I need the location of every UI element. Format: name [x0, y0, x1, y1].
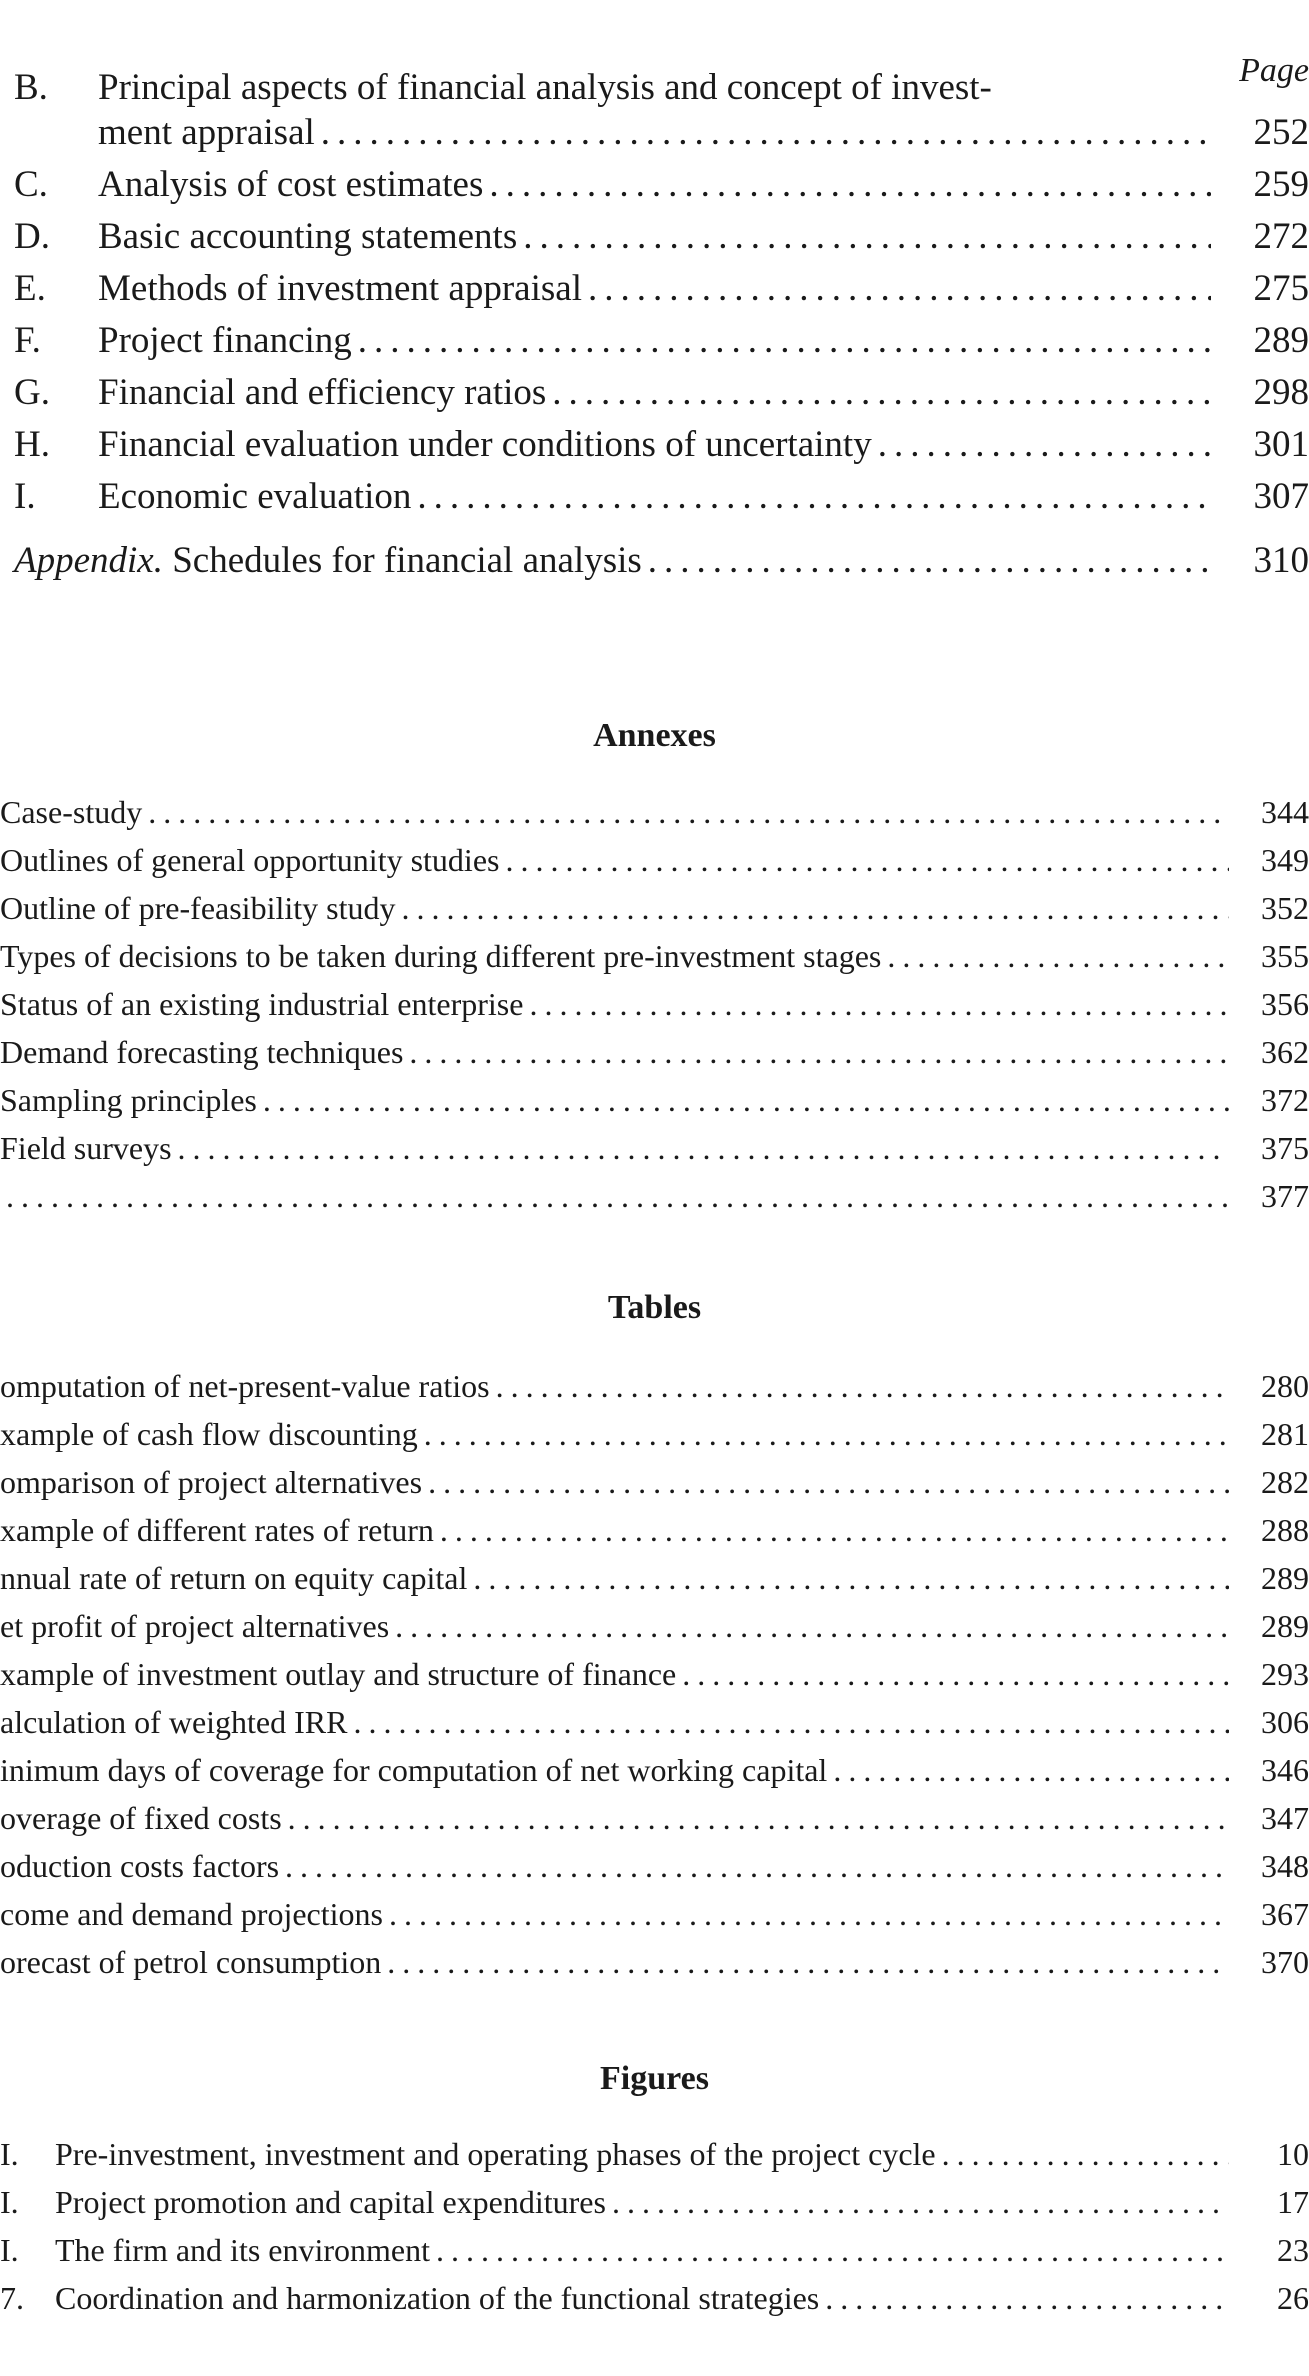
toc-entry-h[interactable] [0, 423, 1309, 466]
leader-dots [257, 1082, 1229, 1119]
figure-number: 7. [0, 2280, 24, 2316]
leader-dots [606, 2184, 1229, 2221]
toc-entry-page: 259 [1253, 164, 1309, 205]
leader-dots [827, 1752, 1229, 1789]
table-title: omparison of project alternatives [0, 1464, 423, 1500]
leader-dots [383, 1896, 1229, 1933]
leader-dots [467, 1560, 1229, 1597]
table-entry[interactable] [0, 1704, 1309, 1741]
annexes-heading: Annexes [593, 717, 716, 754]
figure-entry[interactable] [0, 2280, 1309, 2317]
toc-entry-title: Economic evaluation [98, 476, 412, 517]
table-entry[interactable] [0, 1752, 1309, 1789]
toc-entry-page: 307 [1253, 476, 1309, 517]
figure-page: 17 [1277, 2184, 1309, 2220]
annex-entry[interactable] [0, 794, 1309, 831]
leader-dots [395, 890, 1229, 927]
annex-title: Status of an existing industrial enterprise [0, 986, 524, 1022]
table-page: 289 [1261, 1608, 1309, 1644]
table-title: alculation of weighted IRR [0, 1704, 348, 1740]
table-title: come and demand projections [0, 1896, 383, 1932]
toc-entry-e[interactable] [0, 267, 1309, 310]
toc-entry-page: 310 [1253, 540, 1309, 581]
annex-entry[interactable] [0, 1178, 1309, 1215]
toc-entry-letter: B. [14, 67, 48, 108]
leader-dots [381, 1944, 1229, 1981]
leader-dots [881, 938, 1229, 975]
figure-title: Pre-investment, investment and operating phases of the project cycle [55, 2136, 936, 2172]
table-entry[interactable] [0, 1368, 1309, 1405]
leader-dots [936, 2136, 1229, 2173]
table-page: 281 [1261, 1416, 1309, 1452]
leader-dots [490, 1368, 1229, 1405]
table-entry[interactable] [0, 1656, 1309, 1693]
table-page: 346 [1261, 1752, 1309, 1788]
table-title: inimum days of coverage for computation of net working capital [0, 1752, 828, 1788]
table-page: 280 [1261, 1368, 1309, 1404]
annex-title: Field surveys [0, 1130, 172, 1166]
leader-dots [499, 842, 1229, 879]
toc-entry-letter: D. [14, 216, 50, 257]
toc-entry-title: Project financing [98, 320, 352, 361]
table-title: omputation of net-present-value ratios [0, 1368, 490, 1404]
toc-entry-page: 289 [1253, 320, 1309, 361]
toc-entry-letter: G. [14, 372, 50, 413]
table-page: 289 [1261, 1560, 1309, 1596]
annex-title: Demand forecasting techniques [0, 1034, 404, 1070]
table-page: 367 [1261, 1896, 1309, 1932]
annex-entry[interactable] [0, 1082, 1309, 1119]
table-title: nnual rate of return on equity capital [0, 1560, 468, 1596]
annex-page: 356 [1261, 986, 1309, 1022]
leader-dots [642, 539, 1211, 582]
toc-entry-b-line2[interactable] [0, 111, 1309, 154]
annex-page: 362 [1261, 1034, 1309, 1070]
toc-entry-title: Schedules for financial analysis [172, 540, 642, 581]
figure-number: I. [0, 2232, 19, 2268]
leader-dots [434, 1512, 1229, 1549]
annex-page: 372 [1261, 1082, 1309, 1118]
leader-dots [418, 1416, 1229, 1453]
table-title: et profit of project alternatives [0, 1608, 390, 1644]
table-page: 293 [1261, 1656, 1309, 1692]
annex-entry[interactable] [0, 842, 1309, 879]
annex-entry[interactable] [0, 938, 1309, 975]
figure-entry[interactable] [0, 2136, 1309, 2173]
figure-number: I. [0, 2136, 19, 2172]
table-entry[interactable] [0, 1560, 1309, 1597]
table-page: 370 [1261, 1944, 1309, 1980]
table-page: 347 [1261, 1800, 1309, 1836]
leader-dots [347, 1704, 1229, 1741]
toc-entry-d[interactable] [0, 215, 1309, 258]
toc-entry-page: 252 [1253, 112, 1309, 153]
figures-heading: Figures [600, 2060, 709, 2097]
annex-title: Case-study [0, 794, 143, 830]
toc-entry-page: 301 [1253, 424, 1309, 465]
annex-title: Outline of pre-feasibility study [0, 890, 396, 926]
table-page: 348 [1261, 1848, 1309, 1884]
table-page: 282 [1261, 1464, 1309, 1500]
leader-dots [422, 1464, 1229, 1501]
toc-entry-page: 272 [1253, 216, 1309, 257]
toc-entry-c[interactable] [0, 163, 1309, 206]
page-column-label: Page [1239, 52, 1309, 89]
toc-entry-letter: H. [14, 424, 50, 465]
annex-title: Types of decisions to be taken during different pre-investment stages [0, 938, 882, 974]
table-entry[interactable] [0, 1944, 1309, 1981]
leader-dots [546, 371, 1211, 414]
toc-entry-title: ment appraisal [98, 112, 315, 153]
leader-dots [403, 1034, 1229, 1071]
toc-entry-g[interactable] [0, 371, 1309, 414]
leader-dots [352, 319, 1211, 362]
toc-entry-title: Principal aspects of financial analysis and concept of invest- [98, 67, 992, 108]
toc-entry-appendix[interactable] [0, 539, 1309, 582]
toc-entry-title: Basic accounting statements [98, 216, 518, 257]
annex-entry[interactable] [0, 1034, 1309, 1071]
leader-dots [483, 163, 1211, 206]
figure-page: 10 [1277, 2136, 1309, 2172]
toc-entry-title: Methods of investment appraisal [98, 268, 582, 309]
table-entry[interactable] [0, 1848, 1309, 1885]
toc-entry-title: Financial evaluation under conditions of uncertainty [98, 424, 872, 465]
annex-page: 377 [1261, 1178, 1309, 1214]
annex-title: Outlines of general opportunity studies [0, 842, 500, 878]
toc-entry-f[interactable] [0, 319, 1309, 362]
table-title: orecast of petrol consumption [0, 1944, 382, 1980]
leader-dots [582, 267, 1211, 310]
annex-entry[interactable] [0, 890, 1309, 927]
leader-dots [523, 986, 1229, 1023]
table-entry[interactable] [0, 1464, 1309, 1501]
appendix-title-group [0, 539, 642, 582]
table-page: 306 [1261, 1704, 1309, 1740]
table-entry[interactable] [0, 1608, 1309, 1645]
table-page: 288 [1261, 1512, 1309, 1548]
annex-title: Sampling principles [0, 1082, 257, 1118]
leader-dots [315, 111, 1211, 154]
leader-dots [389, 1608, 1229, 1645]
toc-entry-i[interactable] [0, 475, 1309, 518]
table-title: oduction costs factors [0, 1848, 280, 1884]
toc-entry-letter: C. [14, 164, 48, 205]
tables-heading: Tables [607, 1289, 702, 1326]
annex-page: 352 [1261, 890, 1309, 926]
toc-entry-b-line1[interactable] [0, 66, 1309, 109]
toc-entry-title: Analysis of cost estimates [98, 164, 484, 205]
leader-dots [430, 2232, 1229, 2269]
leader-dots [172, 1130, 1229, 1167]
leader-dots [282, 1800, 1229, 1837]
leader-dots [0, 1178, 1229, 1215]
table-title: xample of cash flow discounting [0, 1416, 418, 1452]
annex-page: 344 [1261, 794, 1309, 830]
toc-entry-page: 275 [1253, 268, 1309, 309]
table-entry[interactable] [0, 1800, 1309, 1837]
annex-entry[interactable] [0, 986, 1309, 1023]
leader-dots [411, 475, 1211, 518]
leader-dots [517, 215, 1211, 258]
figure-title: Coordination and harmonization of the functional strategies [55, 2280, 820, 2316]
table-entry[interactable] [0, 1416, 1309, 1453]
leader-dots [142, 794, 1229, 831]
leader-dots [676, 1656, 1229, 1693]
toc-entry-letter: I. [14, 476, 36, 517]
figure-number: I. [0, 2184, 19, 2220]
figure-page: 23 [1277, 2232, 1309, 2268]
figure-page: 26 [1277, 2280, 1309, 2316]
annex-page: 375 [1261, 1130, 1309, 1166]
annex-entry[interactable] [0, 1130, 1309, 1167]
annex-page: 355 [1261, 938, 1309, 974]
toc-entry-letter: E. [14, 268, 46, 309]
figure-title: Project promotion and capital expenditures [55, 2184, 606, 2220]
annex-page: 349 [1261, 842, 1309, 878]
table-title: xample of investment outlay and structure of finance [0, 1656, 677, 1692]
leader-dots [819, 2280, 1229, 2317]
toc-entry-title: Financial and efficiency ratios [98, 372, 547, 413]
table-entry[interactable] [0, 1512, 1309, 1549]
leader-dots [872, 423, 1211, 466]
toc-entry-letter: F. [14, 320, 41, 361]
leader-dots [279, 1848, 1229, 1885]
figure-entry[interactable] [0, 2232, 1309, 2269]
table-entry[interactable] [0, 1896, 1309, 1933]
appendix-label: Appendix. [14, 540, 163, 581]
figure-title: The firm and its environment [55, 2232, 431, 2268]
table-title: xample of different rates of return [0, 1512, 434, 1548]
toc-entry-page: 298 [1253, 372, 1309, 413]
figure-entry[interactable] [0, 2184, 1309, 2221]
table-title: overage of fixed costs [0, 1800, 282, 1836]
